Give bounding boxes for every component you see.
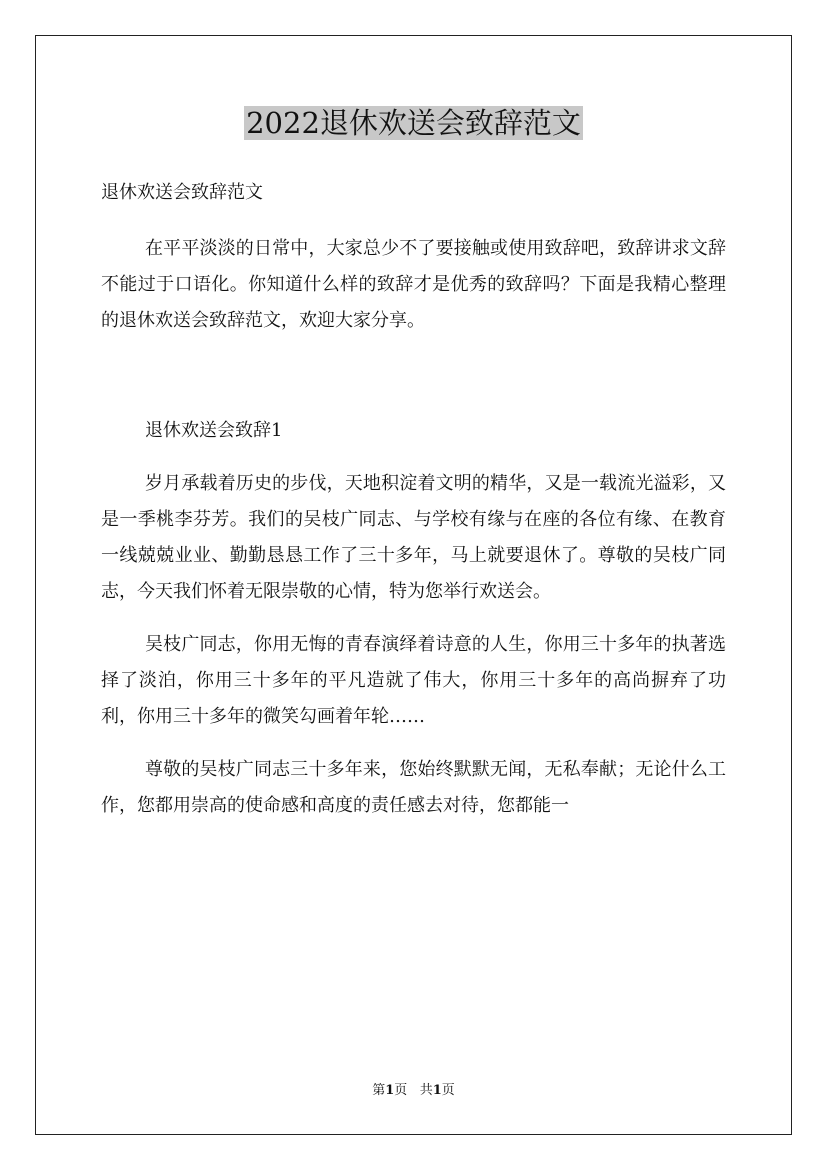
total-label-prefix: 共 <box>419 1083 433 1098</box>
section-heading: 退休欢送会致辞1 <box>145 420 283 441</box>
total-pages: 1 <box>432 1083 442 1098</box>
document-title <box>0 103 827 143</box>
body-paragraph-2: 吴枝广同志，你用无悔的青春演绎着诗意的人生，你用三十多年的执著选择了淡泊，你用三十多年的平凡造就了伟大，你用三十多年的高尚摒弃了功利，你用三十多年的微笑勾画着年轮…… <box>101 634 726 727</box>
total-label-suffix: 页 <box>441 1083 455 1098</box>
document-body <box>101 175 726 824</box>
intro-paragraph: 在平平淡淡的日常中，大家总少不了要接触或使用致辞吧，致辞讲求文辞不能过于口语化。你知道什么样的致辞才是优秀的致辞吗？下面是我精心整理的退休欢送会致辞范文，欢迎大家分享。 <box>101 238 726 331</box>
document-subtitle: 退休欢送会致辞范文 <box>101 182 263 203</box>
page-footer <box>0 1082 827 1100</box>
page-number: 1 <box>385 1083 395 1098</box>
body-paragraph-1: 岁月承载着历史的步伐，天地积淀着文明的精华，又是一载流光溢彩，又是一季桃李芬芳。我们的吴枝广同志、与学校有缘与在座的各位有缘、在教育一线兢兢业业、勤勤恳恳工作了三十多年，马上就要退休了。尊敬的吴枝广同志，今天我们怀着无限崇敬的心情，特为您举行欢送会。 <box>101 473 726 602</box>
page-label-prefix: 第 <box>372 1083 386 1098</box>
document-title-text: 2022退休欢送会致辞范文 <box>246 106 581 140</box>
page-label-suffix: 页 <box>394 1083 408 1098</box>
body-paragraph-3: 尊敬的吴枝广同志三十多年来，您始终默默无闻，无私奉献；无论什么工作，您都用崇高的使命感和高度的责任感去对待，您都能一 <box>101 759 726 816</box>
